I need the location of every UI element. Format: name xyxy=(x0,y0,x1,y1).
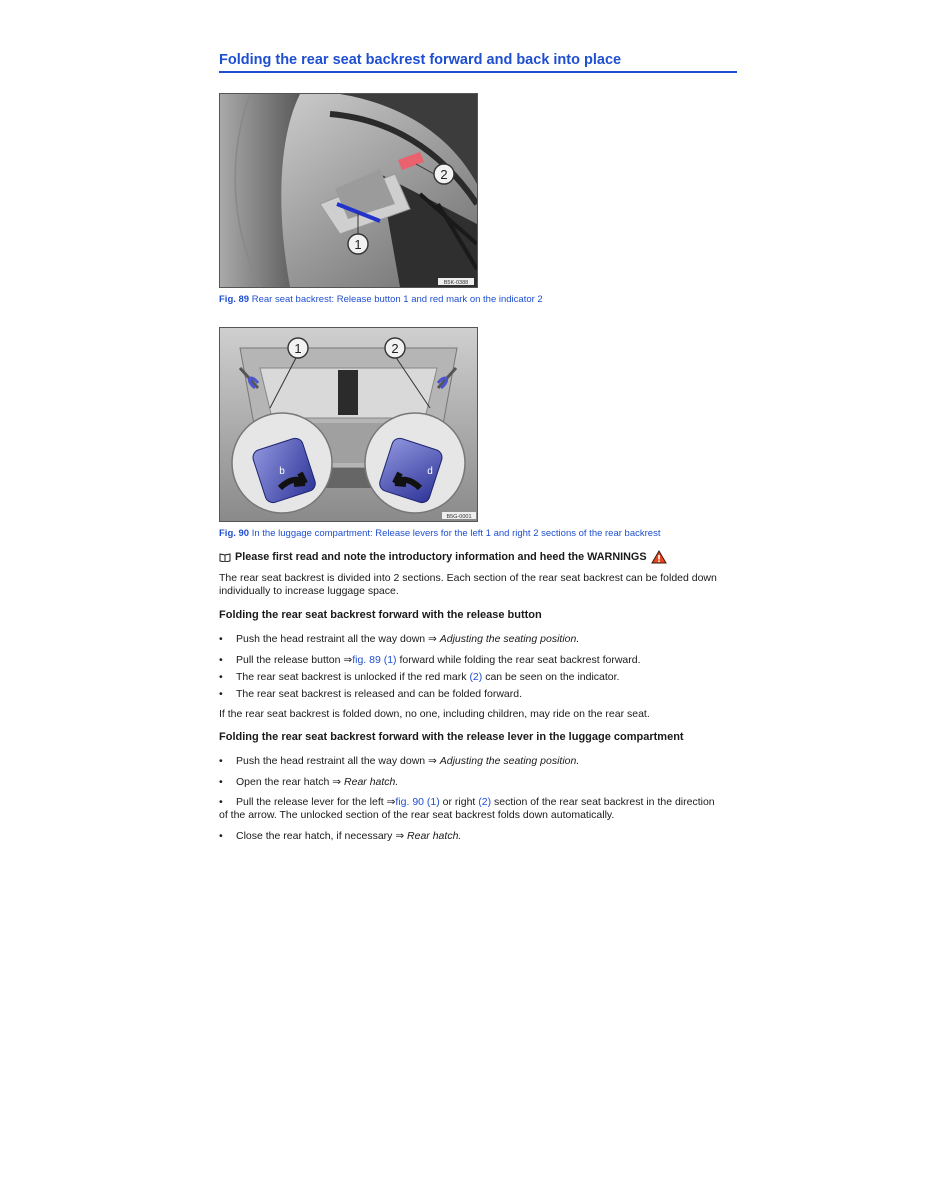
figure-code: B5K-0388 xyxy=(443,280,469,286)
figure-89-caption: Fig. 89 Rear seat backrest: Release button 1 and red mark on the indicator 2 xyxy=(219,294,543,305)
svg-text:1: 1 xyxy=(354,237,362,252)
list-item: • Pull the release lever for the left ⇒fig. 90 (1) or right (2) section of the rear seat backrest in the direction of the arrow. The unlocked section of the rear seat backrest folds down automatically. xyxy=(219,796,715,821)
link-rear-hatch[interactable]: Rear hatch. xyxy=(407,830,462,842)
section-title: Folding the rear seat backrest forward and back into place xyxy=(219,52,737,73)
warning-notice: Please first read and note the introductory information and heed the WARNINGS xyxy=(219,550,739,564)
svg-text:d: d xyxy=(427,466,433,477)
figure-90 xyxy=(219,327,478,522)
link-fig-89-1[interactable]: fig. 89 (1) xyxy=(352,654,397,666)
list-item: • Push the head restraint all the way down ⇒ Adjusting the seating position. xyxy=(219,755,580,767)
callout-1 xyxy=(288,338,308,358)
link-rear-hatch[interactable]: Rear hatch. xyxy=(344,776,399,788)
svg-text:b: b xyxy=(279,466,285,477)
warning-triangle-icon[interactable] xyxy=(651,550,667,564)
list-item: • The rear seat backrest is released and can be folded forward. xyxy=(219,688,522,700)
svg-text:1: 1 xyxy=(294,341,302,356)
link-fig-90-1[interactable]: fig. 90 (1) xyxy=(395,796,440,808)
figure-90-caption: Fig. 90 In the luggage compartment: Release levers for the left 1 and right 2 sections of the rear backrest xyxy=(219,528,661,539)
list-item: • Pull the release button ⇒fig. 89 (1) forward while folding the rear seat backrest forward. xyxy=(219,654,641,666)
book-icon xyxy=(219,552,231,562)
figure-code: B5G-0001 xyxy=(446,514,472,520)
note-paragraph: If the rear seat backrest is folded down, no one, including children, may ride on the rear seat. xyxy=(219,708,650,720)
ref-2[interactable]: (2) xyxy=(469,671,483,683)
intro-paragraph: The rear seat backrest is divided into 2 sections. Each section of the rear seat backrest can be folded down individually to increase luggage space. xyxy=(219,572,717,597)
callout-1 xyxy=(348,234,368,254)
list-item: • Push the head restraint all the way down ⇒ Adjusting the seating position. xyxy=(219,633,580,645)
list-item: • Open the rear hatch ⇒ Rear hatch. xyxy=(219,776,399,788)
seat-release-illustration xyxy=(220,94,477,287)
ref-2[interactable]: (2) xyxy=(478,796,492,808)
callout-2 xyxy=(385,338,405,358)
luggage-compartment-illustration xyxy=(220,328,477,521)
section-heading-release-button: Folding the rear seat backrest forward with the release button xyxy=(219,609,542,621)
list-item: • The rear seat backrest is unlocked if the red mark (2) can be seen on the indicator. xyxy=(219,671,620,683)
svg-text:2: 2 xyxy=(440,167,448,182)
link-adjusting-seating[interactable]: Adjusting the seating position. xyxy=(439,755,580,767)
callout-2 xyxy=(434,164,454,184)
section-heading-release-lever: Folding the rear seat backrest forward with the release lever in the luggage compartment xyxy=(219,731,684,743)
svg-text:2: 2 xyxy=(391,341,399,356)
list-item: • Close the rear hatch, if necessary ⇒ Rear hatch. xyxy=(219,830,462,842)
link-adjusting-seating[interactable]: Adjusting the seating position. xyxy=(439,633,580,645)
figure-89 xyxy=(219,93,478,288)
